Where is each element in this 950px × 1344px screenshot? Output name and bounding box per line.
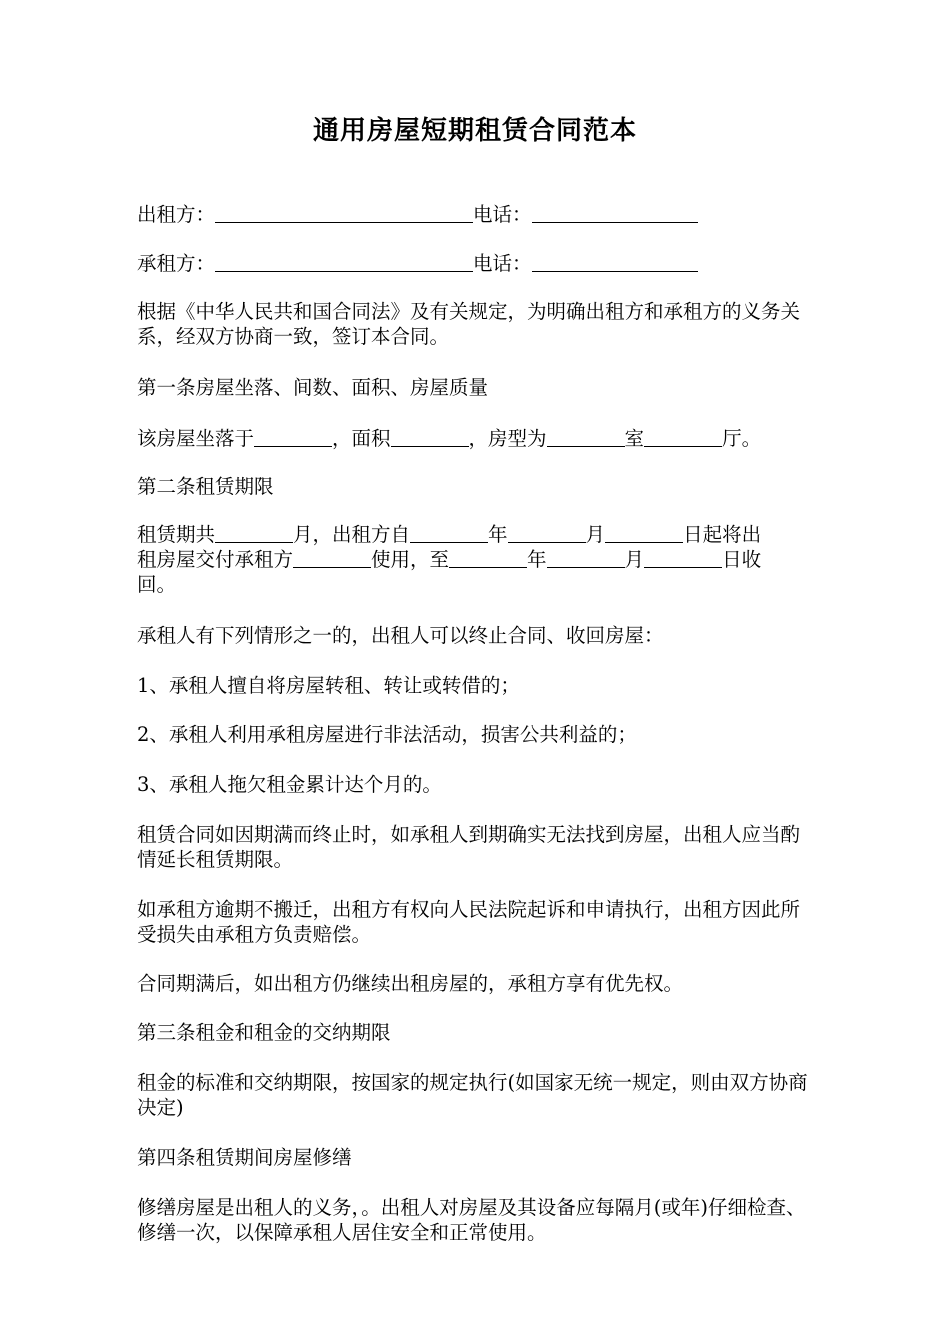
term-text: 租房屋交付承租方 <box>137 548 294 571</box>
lease-term-line-2 <box>137 547 817 572</box>
end-month-blank[interactable] <box>547 547 625 568</box>
lessor-phone-blank[interactable] <box>532 202 698 223</box>
priority-paragraph: 合同期满后，如出租方仍继续出租房屋的，承租方享有优先权。 <box>137 972 684 995</box>
usage-blank[interactable] <box>293 547 371 568</box>
lessor-line <box>137 202 817 227</box>
term-text: 月 <box>585 523 606 546</box>
end-year-blank[interactable] <box>449 547 527 568</box>
article1-body <box>137 426 817 451</box>
lessee-phone-label: 电话： <box>473 252 532 275</box>
term-text: 日起将出 <box>683 523 762 546</box>
term-text: 租赁期共 <box>137 523 216 546</box>
article2-heading: 第二条租赁期限 <box>137 475 274 498</box>
extension-paragraph: 租赁合同如因期满而终止时，如承租人到期确实无法找到房屋，出租人应当酌情延长租赁期限。 <box>137 823 801 871</box>
term-text: 年 <box>527 548 547 571</box>
start-day-blank[interactable] <box>605 522 683 543</box>
layout-label: ，房型为 <box>468 427 547 450</box>
lawsuit-paragraph: 如承租方逾期不搬迁，出租方有权向人民法院起诉和申请执行，出租方因此所受损失由承租方负责赔偿。 <box>137 898 801 946</box>
lessee-label: 承租方： <box>137 252 216 275</box>
term-text: 日收 <box>722 548 762 571</box>
term-text: 月 <box>624 548 645 571</box>
termination-item-1: 1、承租人擅自将房屋转租、转让或转借的； <box>137 674 520 697</box>
location-blank[interactable] <box>254 426 332 447</box>
halls-label: 厅。 <box>722 427 762 450</box>
lessor-name-blank[interactable] <box>215 202 473 223</box>
termination-item-3: 3、承租人拖欠租金累计达个月的。 <box>137 773 442 796</box>
term-months-blank[interactable] <box>215 522 293 543</box>
article3-heading: 第三条租金和租金的交纳期限 <box>137 1021 391 1044</box>
lessee-name-blank[interactable] <box>215 251 473 272</box>
location-label: 该房屋坐落于 <box>137 427 255 450</box>
article3-body: 租金的标准和交纳期限，按国家的规定执行(如国家无统一规定，则由双方协商决定) <box>137 1071 808 1119</box>
term-text: 年 <box>488 523 508 546</box>
area-blank[interactable] <box>391 426 469 447</box>
termination-item-2: 2、承租人利用承租房屋进行非法活动，损害公共利益的； <box>137 723 637 746</box>
start-year-blank[interactable] <box>410 522 488 543</box>
rooms-blank[interactable] <box>547 426 625 447</box>
intro-paragraph: 根据《中华人民共和国合同法》及有关规定，为明确出租方和承租方的义务关系，经双方协商一致，签订本合同。 <box>137 300 801 348</box>
end-day-blank[interactable] <box>644 547 722 568</box>
term-text: 使用，至 <box>371 548 450 571</box>
start-month-blank[interactable] <box>508 522 586 543</box>
article1-heading: 第一条房屋坐落、间数、面积、房屋质量 <box>137 376 489 399</box>
area-label: ，面积 <box>332 427 391 450</box>
rooms-label: 室 <box>624 427 645 450</box>
lease-term-line-1 <box>137 522 817 547</box>
document-title: 通用房屋短期租赁合同范本 <box>312 116 637 146</box>
halls-blank[interactable] <box>644 426 722 447</box>
lessor-label: 出租方： <box>137 203 216 226</box>
lessor-phone-label: 电话： <box>473 203 532 226</box>
term-text: 月，出租方自 <box>293 523 411 546</box>
article4-heading: 第四条租赁期间房屋修缮 <box>137 1146 352 1169</box>
lessee-line <box>137 251 817 276</box>
termination-intro: 承租人有下列情形之一的，出租人可以终止合同、收回房屋： <box>137 624 664 647</box>
lease-term-line-3: 回。 <box>137 573 177 596</box>
lessee-phone-blank[interactable] <box>532 251 698 272</box>
article4-body: 修缮房屋是出租人的义务，。出租人对房屋及其设备应每隔月(或年)仔细检查、修缮一次，以保障承租人居住安全和正常使用。 <box>137 1196 806 1244</box>
